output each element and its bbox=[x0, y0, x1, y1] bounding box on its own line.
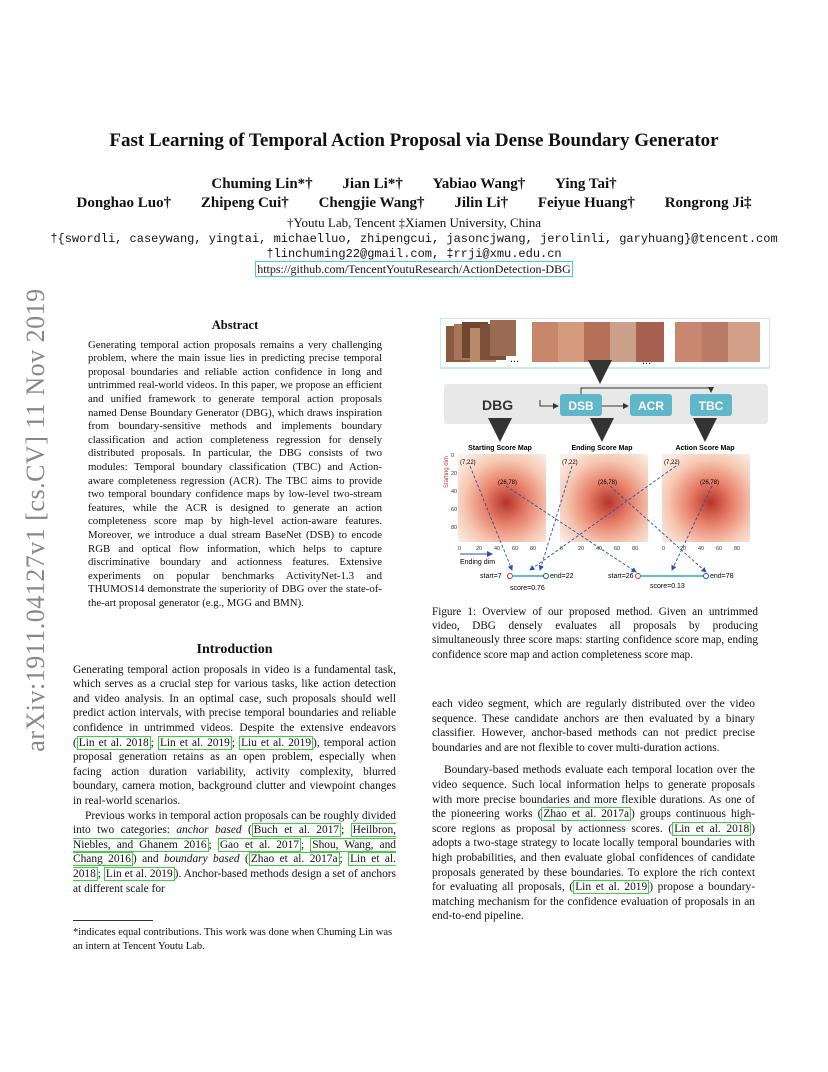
point-label: (7,22) bbox=[664, 460, 680, 466]
dbg-label: DBG bbox=[482, 397, 514, 413]
svg-text:40: 40 bbox=[494, 546, 501, 552]
x-axis-label: Ending dim bbox=[460, 559, 496, 566]
repo-link[interactable]: https://github.com/TencentYoutuResearch/ActionDetection-DBG bbox=[257, 262, 571, 276]
affiliation: †Youtu Lab, Tencent ‡Xiamen University, China bbox=[286, 215, 542, 230]
proposal-1-start-marker bbox=[508, 574, 513, 579]
ellipsis-right: ... bbox=[642, 355, 652, 367]
svg-text:0: 0 bbox=[560, 546, 564, 552]
end-score-map bbox=[560, 454, 648, 542]
abstract-section bbox=[88, 318, 382, 610]
svg-text:40: 40 bbox=[698, 546, 705, 552]
right-paragraph-2: Boundary-based methods evaluate each temporal location over the video sequence. Such local information helps to generate proposals with more precise boundaries and more flexible durations. As one of the pioneering works ( Zhao et al. 2017a ) groups continuous high-score regions as proposal by actionness scores. ( Lin et al. 2018 ) adopts a two-stage strategy to locate locally temporal boundaries with high probabilities, and then evaluate global confidences of candidate proposals generated by these boundaries. To explore the rich context for evaluating all proposals, ( Lin et al. 2019 ) propose a boundary-matching mechanism for the confidence evaluation of proposals in an end-to-end pipeline. bbox=[432, 764, 755, 923]
proposal-1-start: start=7 bbox=[480, 573, 502, 580]
citation-link[interactable]: Shou, Wang, and Chang 2016 bbox=[73, 838, 396, 866]
intro-heading: Introduction bbox=[196, 642, 273, 657]
svg-text:80: 80 bbox=[734, 546, 741, 552]
intro-paragraph-2: Previous works in temporal action proposals can be roughly divided into two categories: anchor based ( Buch et al. 2017 ; Heilbron, Niebles, and Ghanem 2016 ; Gao et al. 2017 ; Shou, Wang, and Chang 2016 ) and boundary based ( Zhao et al. 2017a ; Lin et al. 2018 ; Lin et al. 2019 ). Anchor-based methods design a set of anchors at different scale for bbox=[73, 809, 396, 895]
svg-text:40: 40 bbox=[451, 489, 458, 495]
svg-text:80: 80 bbox=[451, 525, 458, 531]
map-title-action: Action Score Map bbox=[675, 445, 735, 452]
svg-text:40: 40 bbox=[596, 546, 603, 552]
svg-text:0: 0 bbox=[662, 546, 666, 552]
author: Yabiao Wang† bbox=[432, 176, 526, 192]
author: Jian Li*† bbox=[342, 176, 403, 192]
citation-link[interactable]: Lin et al. 2019 bbox=[105, 867, 173, 880]
arxiv-id: arXiv:1911.04127v1 [cs.CV] 11 Nov 2019 bbox=[21, 288, 50, 752]
figure-caption: Figure 1: Overview of our proposed method. Given an untrimmed video, DBG densely evaluates all proposals by producing simultaneously three score maps: starting confidence score map, ending confidence score map and action completeness score map. bbox=[432, 606, 758, 661]
start-score-map bbox=[458, 454, 546, 542]
proposal-2-end: end=78 bbox=[710, 573, 734, 580]
figure-1 bbox=[440, 318, 770, 606]
citation-link[interactable]: Lin et al. 2018 bbox=[674, 822, 750, 835]
citation-link[interactable]: Gao et al. 2017 bbox=[219, 838, 300, 851]
abstract-body: Generating temporal action proposals remains a very challenging problem, where the main issue lies in predicting precise temporal proposal boundaries and reliable action confidence in long and untrimmed real-world videos. In this paper, we propose an efficient and unified framework to generate temporal action proposals named Dense Boundary Generator (DBG), which draws inspiration from boundary-sensitive methods and implements boundary classification and action completeness regression for densely distributed proposals. In particular, the DBG consists of two modules: Temporal boundary classification (TBC) and Action-aware completeness regression (ACR). The TBC aims to provide two temporal boundary confidence maps by low-level two-stream features, while the ACR is designed to generate an action completeness score map by high-level action-aware features. Moreover, we introduce a dual stream BaseNet (DSB) to encode RGB and optical flow information, which helps to capture discriminative boundary and actionness features. Extensive experiments on popular benchmarks ActivityNet-1.3 and THUMOS14 demonstrate the superiority of DBG over the state-of-the-art proposal generator (e.g., MGG and BMN). bbox=[88, 338, 382, 609]
proposal-1-score: score=0.76 bbox=[510, 585, 545, 592]
video-frames-left bbox=[446, 320, 516, 362]
citation-link[interactable]: Lin et al. 2018 bbox=[73, 853, 396, 880]
point-label: (26,78) bbox=[700, 480, 720, 486]
x-ticks-2 bbox=[560, 546, 638, 552]
svg-text:60: 60 bbox=[451, 507, 458, 513]
right-column bbox=[432, 697, 755, 924]
citation-link[interactable]: Zhao et al. 2017a bbox=[250, 853, 338, 866]
proposal-1-end: end=22 bbox=[550, 573, 574, 580]
point-label: (7,22) bbox=[562, 460, 578, 466]
citation-link[interactable]: Heilbron, Niebles, and Ghanem 2016 bbox=[73, 824, 396, 851]
map-title-end: Ending Score Map bbox=[571, 445, 633, 452]
dsb-label: DSB bbox=[568, 399, 594, 413]
author: Rongrong Ji‡ bbox=[664, 195, 752, 211]
svg-text:0: 0 bbox=[458, 546, 462, 552]
authors-row-2 bbox=[0, 195, 828, 212]
author: Donghao Luo† bbox=[76, 195, 172, 211]
proposal-2-start-marker bbox=[636, 574, 641, 579]
proposal-2-score: score=0.13 bbox=[650, 583, 685, 590]
svg-text:20: 20 bbox=[578, 546, 585, 552]
svg-text:80: 80 bbox=[632, 546, 639, 552]
point-label: (26,78) bbox=[598, 480, 618, 486]
map-title-start: Starting Score Map bbox=[468, 445, 532, 452]
svg-text:0: 0 bbox=[451, 453, 455, 459]
paper-title: Fast Learning of Temporal Action Proposal via Dense Boundary Generator bbox=[109, 130, 719, 151]
svg-text:60: 60 bbox=[716, 546, 723, 552]
author: Feiyue Huang† bbox=[537, 195, 635, 211]
point-label: (7,22) bbox=[460, 460, 476, 466]
x-ticks-1 bbox=[458, 546, 536, 552]
author: Zhipeng Cui† bbox=[200, 195, 289, 211]
author: Jilin Li† bbox=[454, 195, 509, 211]
author: Chuming Lin*† bbox=[211, 176, 313, 192]
svg-text:20: 20 bbox=[680, 546, 687, 552]
author: Ying Tai† bbox=[555, 176, 617, 192]
citation-link[interactable]: Buch et al. 2017 bbox=[253, 824, 340, 837]
x-ticks-3 bbox=[662, 546, 740, 552]
intro-section bbox=[73, 643, 396, 896]
citation-link[interactable]: Lin et al. 2019 bbox=[159, 736, 230, 749]
intro-paragraph-1: Generating temporal action proposals in video is a fundamental task, which serves as a crucial step for various tasks, like action detection and video analysis. In an optimal case, such proposals should well predict action intervals, with precise temporal boundaries and reliable confidence in untrimmed videos. Despite the extensive endeavors ( Lin et al. 2018 ; Lin et al. 2019 ; Liu et al. 2019 ), temporal action proposal generation retains as an open problem, especially when facing action duration variability, activity complexity, blurred boundary, camera motion, background clutter and viewpoint changes in real-world scenarios. bbox=[73, 663, 397, 807]
arxiv-stamp bbox=[6, 280, 66, 760]
tbc-label: TBC bbox=[698, 399, 724, 413]
svg-text:60: 60 bbox=[512, 546, 519, 552]
citation-link[interactable]: Lin et al. 2019 bbox=[575, 881, 648, 894]
citation-link[interactable]: Lin et al. 2018 bbox=[78, 736, 149, 749]
footnote-rule bbox=[73, 920, 153, 921]
proposal-2-end-marker bbox=[704, 574, 709, 579]
right-paragraph-1: each video segment, which are regularly distributed over the video sequence. These candidate anchors are then evaluated by a binary classifier. However, anchor-based methods can not predict precise boundaries and are not flexible to cover multi-duration actions. bbox=[432, 698, 755, 754]
emails-line-2: †linchuming22@gmail.com, ‡rrji@xmu.edu.cn bbox=[266, 247, 562, 261]
svg-text:20: 20 bbox=[476, 546, 483, 552]
footnote: *indicates equal contributions. This work was done when Chuming Lin was an intern at Tencent Youtu Lab. bbox=[73, 927, 393, 952]
emails-line-1: †{swordli, caseywang, yingtai, michaelluo, zhipengcui, jasoncjwang, jerolinli, garyhuang}@tencent.com bbox=[50, 232, 778, 246]
author: Chengjie Wang† bbox=[318, 195, 425, 211]
acr-label: ACR bbox=[638, 399, 664, 413]
authors-row-1 bbox=[0, 176, 828, 193]
svg-text:60: 60 bbox=[614, 546, 621, 552]
y-ticks-1 bbox=[451, 453, 457, 531]
citation-link[interactable]: Liu et al. 2019 bbox=[241, 736, 312, 749]
y-axis-label: Starting dim bbox=[444, 455, 450, 488]
proposal-2-start: start=26 bbox=[608, 573, 634, 580]
ellipsis-left: ... bbox=[510, 353, 520, 365]
citation-link[interactable]: Zhao et al. 2017a bbox=[543, 808, 630, 821]
abstract-heading: Abstract bbox=[211, 318, 259, 332]
svg-text:80: 80 bbox=[530, 546, 537, 552]
point-label: (26,78) bbox=[498, 480, 518, 486]
svg-text:20: 20 bbox=[451, 471, 458, 477]
proposal-1-end-marker bbox=[544, 574, 549, 579]
action-score-map bbox=[662, 454, 750, 542]
repo-line bbox=[0, 262, 828, 277]
figure-diagram bbox=[440, 318, 770, 606]
